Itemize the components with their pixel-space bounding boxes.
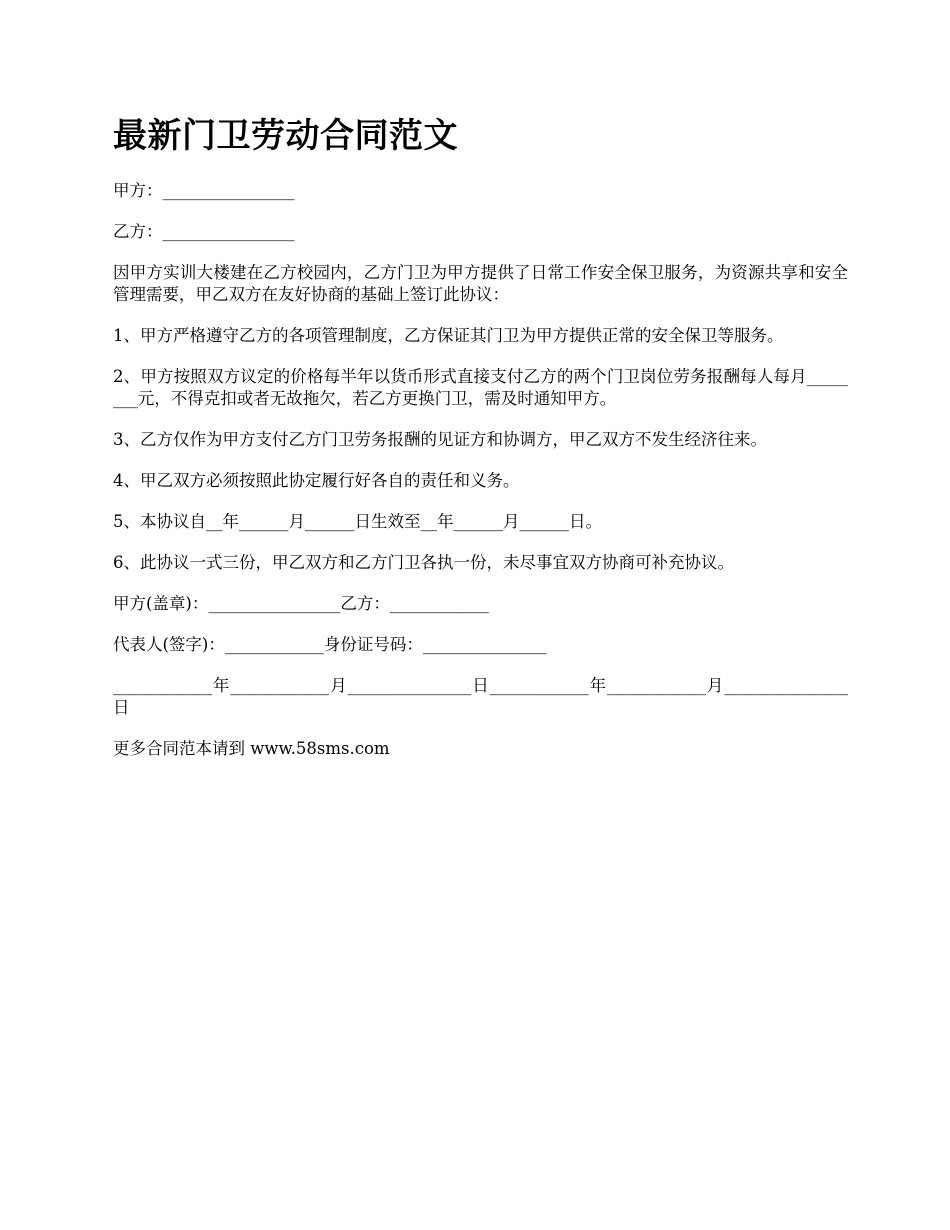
footer-link-text: 更多合同范本请到 www.58sms.com	[113, 739, 390, 758]
party-a-line: 甲方：________________	[113, 181, 295, 200]
clause-2: 2、甲方按照双方议定的价格每半年以货币形式直接支付乙方的两个门卫岗位劳务报酬每人每月________元，不得克扣或者无故拖欠，若乙方更换门卫，需及时通知甲方。	[113, 367, 848, 408]
intro-paragraph: 因甲方实训大楼建在乙方校园内，乙方门卫为甲方提供了日常工作安全保卫服务，为资源共享和安全管理需要，甲乙双方在友好协商的基础上签订此协议：	[113, 263, 848, 304]
document-title: 最新门卫劳动合同范文	[113, 116, 458, 156]
clause-6: 6、此协议一式三份，甲乙双方和乙方门卫各执一份，未尽事宜双方协商可补充协议。	[113, 553, 734, 572]
document-page	[113, 110, 848, 779]
signature-line: 甲方(盖章)：________________乙方：____________	[113, 594, 489, 613]
clause-5: 5、本协议自__年______月______日生效至__年______月______日。	[113, 512, 602, 531]
representative-line: 代表人(签字)：____________身份证号码：_______________	[113, 635, 547, 654]
clause-4: 4、甲乙双方必须按照此协定履行好各自的责任和义务。	[113, 471, 520, 490]
date-line: ____________年____________月_______________日____________年____________月_______________日	[113, 676, 848, 717]
clause-1: 1、甲方严格遵守乙方的各项管理制度，乙方保证其门卫为甲方提供正常的安全保卫等服务。	[113, 326, 784, 345]
party-b-line: 乙方：________________	[113, 222, 295, 241]
clause-3: 3、乙方仅作为甲方支付乙方门卫劳务报酬的见证方和协调方，甲乙双方不发生经济往来。	[113, 430, 767, 449]
